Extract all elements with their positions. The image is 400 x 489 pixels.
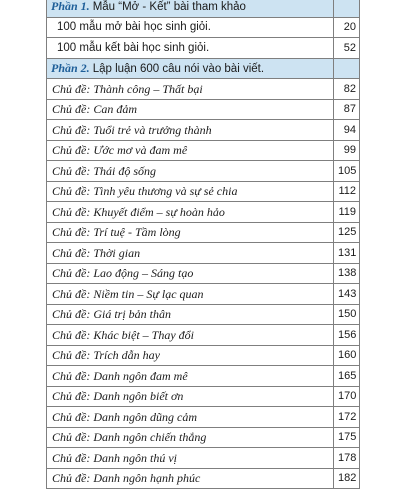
toc-entry-text: Chủ đề: Thời gian	[47, 243, 334, 264]
toc-row	[47, 17, 360, 38]
toc-entry-page: 156	[334, 325, 360, 346]
toc-entry-page: 175	[334, 427, 360, 448]
toc-entry-text: Chủ đề: Thái độ sống	[47, 161, 334, 182]
toc-entry-text: 100 mẫu kết bài học sinh giỏi.	[47, 38, 334, 59]
toc-entry-text: Chủ đề: Ước mơ và đam mê	[47, 140, 334, 161]
part-2-title: Lập luận 600 câu nói vào bài viết.	[92, 62, 265, 75]
toc-entry-text: Chủ đề: Danh ngôn chiến thắng	[47, 427, 334, 448]
toc-entry-text: Chủ đề: Niềm tin – Sự lạc quan	[47, 284, 334, 305]
toc-entry-page: 165	[334, 366, 360, 387]
toc-row	[47, 99, 360, 120]
toc-row	[47, 345, 360, 366]
toc-entry-text: Chủ đề: Danh ngôn hạnh phúc	[47, 468, 334, 489]
toc-entry-page: 125	[334, 222, 360, 243]
toc-entry-text: Chủ đề: Lao động – Sáng tạo	[47, 263, 334, 284]
toc-row	[47, 181, 360, 202]
toc-row	[47, 407, 360, 428]
toc-entry-text: Chủ đề: Trí tuệ - Tầm lòng	[47, 222, 334, 243]
toc-row	[47, 79, 360, 100]
toc-entry-text: Chủ đề: Thành công – Thất bại	[47, 79, 334, 100]
toc-entry-page: 119	[334, 202, 360, 223]
toc-entry-page: 160	[334, 345, 360, 366]
toc-entry-page: 170	[334, 386, 360, 407]
toc-entry-page: 138	[334, 263, 360, 284]
toc-row	[47, 222, 360, 243]
toc-entry-text: Chủ đề: Danh ngôn đam mê	[47, 366, 334, 387]
toc-entry-page: 150	[334, 304, 360, 325]
toc-row	[47, 202, 360, 223]
toc-row	[47, 468, 360, 489]
part-1-heading	[47, 0, 334, 17]
toc-entry-page: 178	[334, 448, 360, 469]
toc-row	[47, 161, 360, 182]
toc-entry-text: Chủ đề: Danh ngôn thú vị	[47, 448, 334, 469]
toc-entry-page: 82	[334, 79, 360, 100]
toc-row	[47, 386, 360, 407]
toc-entry-page: 99	[334, 140, 360, 161]
toc-entry-text: Chủ đề: Tuổi trẻ và trưởng thành	[47, 120, 334, 141]
toc-row	[47, 448, 360, 469]
toc-row	[47, 284, 360, 305]
part-2-label: Phần 2.	[51, 60, 90, 75]
toc-entry-text: 100 mẫu mở bài học sinh giỏi.	[47, 17, 334, 38]
part-2-header	[47, 58, 360, 79]
part-1-page	[334, 0, 360, 17]
toc-row	[47, 366, 360, 387]
toc-entry-page: 105	[334, 161, 360, 182]
toc-row	[47, 263, 360, 284]
toc-row	[47, 38, 360, 59]
toc-entry-page: 112	[334, 181, 360, 202]
toc-entry-text: Chủ đề: Danh ngôn dũng cảm	[47, 407, 334, 428]
toc-entry-text: Chủ đề: Khác biệt – Thay đổi	[47, 325, 334, 346]
toc-entry-text: Chủ đề: Tình yêu thương và sự sẻ chia	[47, 181, 334, 202]
toc-entry-page: 87	[334, 99, 360, 120]
toc-body	[47, 0, 360, 489]
toc-entry-page: 94	[334, 120, 360, 141]
part-2-heading	[47, 58, 334, 79]
toc-row	[47, 427, 360, 448]
toc-entry-page: 20	[334, 17, 360, 38]
toc-entry-page: 143	[334, 284, 360, 305]
toc-row	[47, 140, 360, 161]
toc-entry-text: Chủ đề: Danh ngôn biết ơn	[47, 386, 334, 407]
toc-row	[47, 243, 360, 264]
toc-entry-page: 182	[334, 468, 360, 489]
part-1-title: Mẫu “Mở - Kết” bài tham khảo	[92, 1, 246, 14]
toc-entry-text: Chủ đề: Can đảm	[47, 99, 334, 120]
toc-entry-page: 172	[334, 407, 360, 428]
toc-row	[47, 120, 360, 141]
toc-entry-page: 52	[334, 38, 360, 59]
toc-row	[47, 325, 360, 346]
toc-entry-text: Chủ đề: Khuyết điểm – sự hoàn hảo	[47, 202, 334, 223]
toc-entry-text: Chủ đề: Giá trị bản thân	[47, 304, 334, 325]
table-of-contents	[46, 0, 360, 489]
part-2-page	[334, 58, 360, 79]
toc-row	[47, 304, 360, 325]
toc-entry-page: 131	[334, 243, 360, 264]
part-1-header	[47, 0, 360, 17]
toc-entry-text: Chủ đề: Trích dẫn hay	[47, 345, 334, 366]
part-1-label: Phần 1.	[51, 0, 90, 14]
